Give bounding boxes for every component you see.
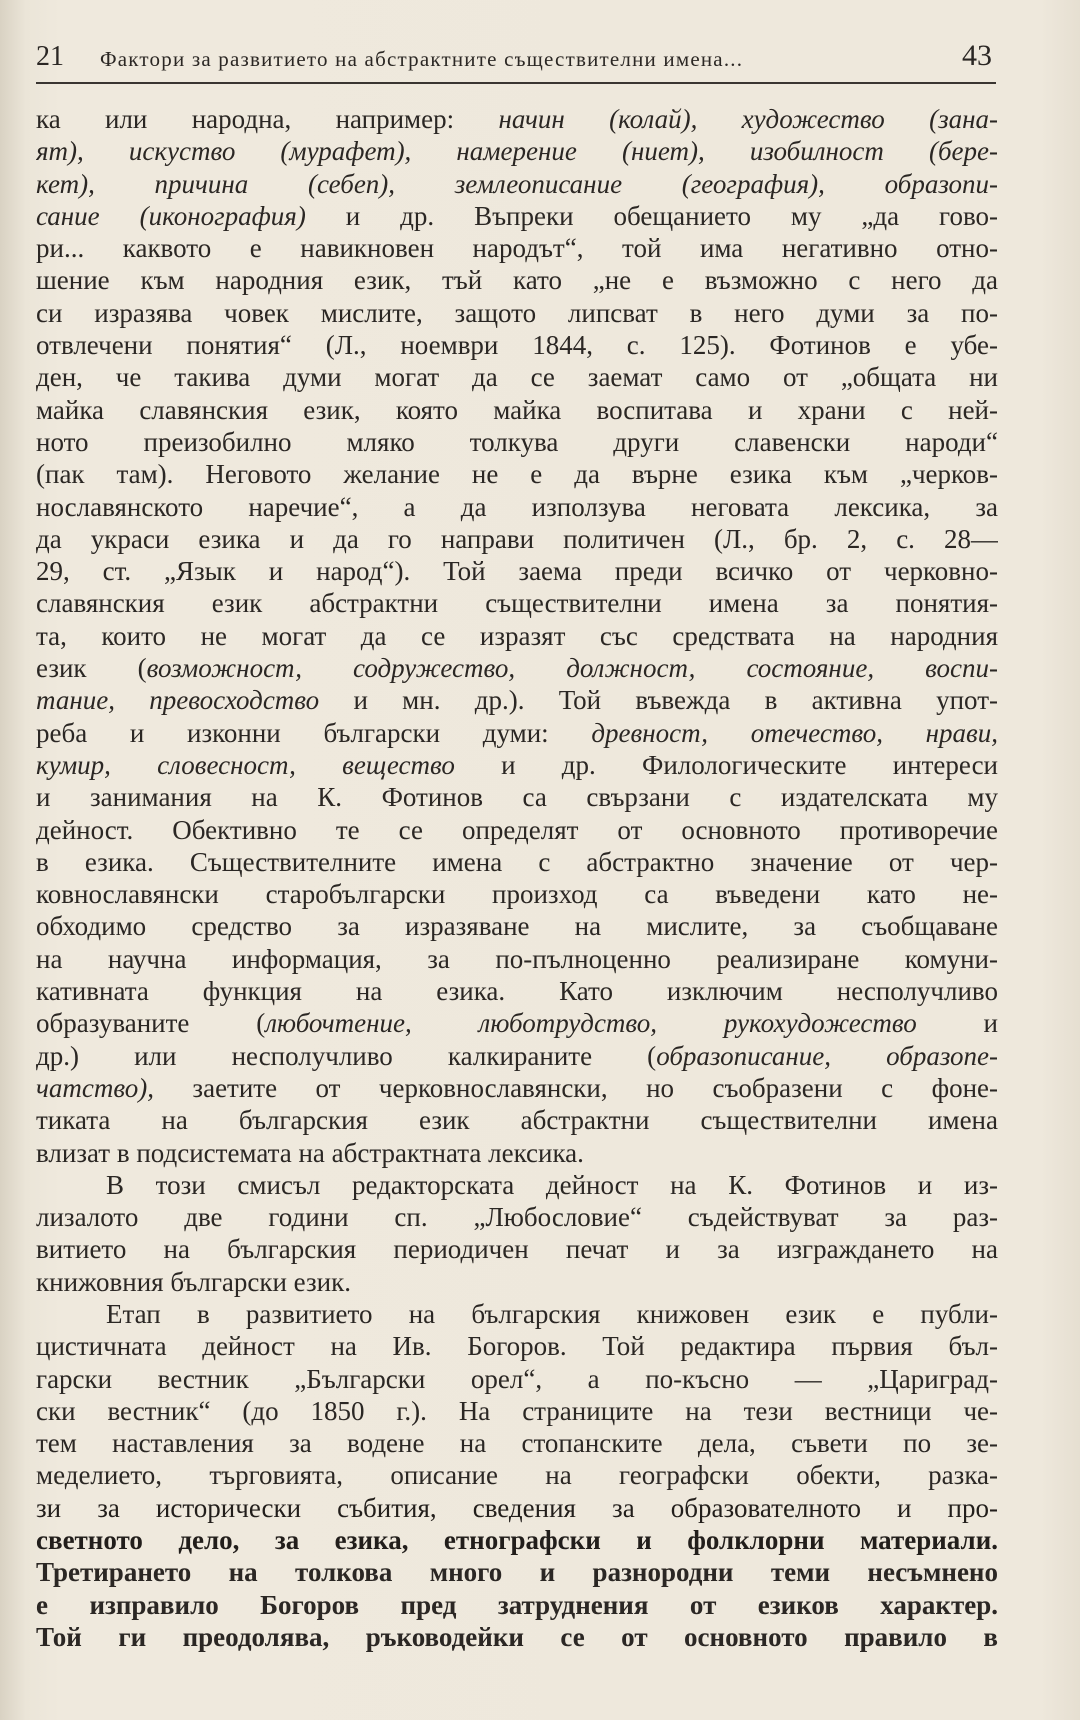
text-line xyxy=(36,523,998,555)
text-line xyxy=(36,943,998,975)
text-line xyxy=(36,1363,998,1395)
text-line xyxy=(36,458,998,490)
text-run: лизалото две години сп. „Любословие“ съдействуват за раз- xyxy=(36,1202,998,1233)
text-line xyxy=(36,1589,998,1621)
text-run: е изправило Богоров пред затруднения от езиков характер. xyxy=(36,1589,998,1620)
text-run: светното дело, за езика, етнографски и фолклорни материали. xyxy=(36,1525,998,1556)
text-line xyxy=(36,620,998,652)
text-line xyxy=(36,975,998,1007)
text-line xyxy=(36,329,998,361)
text-run: заетите от черковнославянски, но съобразени с фоне- xyxy=(153,1072,998,1103)
text-run: шение към народния език, тъй като „не е възможно с него да xyxy=(36,265,998,296)
text-run: др.) или несполучливо калкираните ( xyxy=(36,1040,657,1071)
text-run: зи за исторически събития, сведения за образователното и про- xyxy=(36,1492,998,1523)
text-line xyxy=(36,200,998,232)
text-run: Третирането на толкова много и разнородни теми несъмнено xyxy=(36,1557,998,1588)
text-line xyxy=(36,587,998,619)
text-run: витието на българския периодичен печат и за изграждането на xyxy=(36,1234,998,1265)
text-run: кативната функция на езика. Като изключим несполучливо xyxy=(36,976,998,1007)
text-run: дейност. Обективно те се определят от основното противоречие xyxy=(36,814,998,845)
text-line xyxy=(36,394,998,426)
text-run: ковнославянски старобългарски произход са въведени като не- xyxy=(36,879,998,910)
italic-term: кумир, словесност, вещество xyxy=(36,749,455,780)
text-run: ски вестник“ (до 1850 г.). На страниците на тези вестници че- xyxy=(36,1395,998,1426)
text-run: (пак там). Неговото желание не е да върне езика към „черков- xyxy=(36,459,998,490)
italic-term: древност, отечество, нрави, xyxy=(591,717,998,748)
text-line xyxy=(36,878,998,910)
text-line xyxy=(36,1556,998,1588)
text-line xyxy=(36,1072,998,1104)
text-run: обходимо средство за изразяване на мислите, за съобщаване xyxy=(36,911,998,942)
text-run: Той ги преодолява, ръководейки се от основното правило в xyxy=(36,1621,998,1652)
text-line xyxy=(36,781,998,813)
text-run: ното преизобилно мляко толкува други славенски народи“ xyxy=(36,426,998,457)
body-text xyxy=(36,103,998,1653)
text-run: отвлечени понятия“ (Л., ноември 1844, с. 125). Фотинов е убе- xyxy=(36,330,998,361)
text-line xyxy=(36,135,998,167)
text-line xyxy=(36,103,998,135)
text-run: нославянското наречие“, а да използува неговата лексика, за xyxy=(36,491,998,522)
text-run: да украси езика и да го направи политичен (Л., бр. 2, с. 28— xyxy=(36,523,998,554)
text-run: тем наставления за водене на стопанските дела, съвети по зе- xyxy=(36,1428,998,1459)
running-header xyxy=(36,38,996,82)
text-line xyxy=(36,684,998,716)
text-run: майка славянския език, която майка воспитава и храни с ней- xyxy=(36,394,998,425)
text-run: ден, че такива думи могат да се заемат само от „общата ни xyxy=(36,362,998,393)
text-line xyxy=(36,1137,998,1169)
text-run: 29, ст. „Язык и народ“). Той заема преди всичко от черковно- xyxy=(36,556,998,587)
text-run: и др. Филологическите интереси xyxy=(454,749,998,780)
text-line xyxy=(36,1524,998,1556)
text-line xyxy=(36,361,998,393)
text-run: образуваните ( xyxy=(36,1008,266,1039)
text-line xyxy=(36,1007,998,1039)
section-number: 21 xyxy=(36,41,64,72)
text-line xyxy=(36,491,998,523)
text-run: гарски вестник „Български орел“, а по-късно — „Цариград- xyxy=(36,1363,998,1394)
text-line xyxy=(36,1201,998,1233)
text-line xyxy=(36,717,998,749)
page-number: 43 xyxy=(962,39,992,72)
text-line xyxy=(36,1040,998,1072)
text-line xyxy=(36,1459,998,1491)
italic-term: начин (колай), художество (зана- xyxy=(498,104,998,134)
text-line xyxy=(36,232,998,264)
italic-term: кет), причина (себеп), землеописание (география), образопи- xyxy=(36,168,998,199)
text-line xyxy=(36,1330,998,1362)
text-run: си изразява човек мислите, защото липсват в него думи за по- xyxy=(36,297,998,328)
text-line xyxy=(36,1427,998,1459)
text-run: тиката на българския език абстрактни съществителни имена xyxy=(36,1105,998,1136)
text-run: и мн. др.). Той въвежда в активна упот- xyxy=(319,685,998,716)
italic-term: возможност, содружество, должност, состояние, воспи- xyxy=(146,653,998,684)
text-run: ка или народна, например: xyxy=(36,104,499,134)
text-line xyxy=(36,168,998,200)
text-run: и занимания на К. Фотинов са свързани с издателската му xyxy=(36,782,998,813)
text-line xyxy=(36,555,998,587)
text-run: влизат в подсистемата на абстрактната лексика. xyxy=(36,1137,584,1168)
text-run: та, които не могат да се изразят със средствата на народния xyxy=(36,620,998,651)
header-rule xyxy=(36,82,996,84)
text-run: цистичната дейност на Ив. Богоров. Той редактира първия бъл- xyxy=(36,1331,998,1362)
text-line xyxy=(36,1492,998,1524)
text-line xyxy=(36,652,998,684)
italic-term: любочтение, люботрудство, рукохудожество xyxy=(265,1008,917,1039)
text-line xyxy=(36,1104,998,1136)
running-title: Фактори за развитието на абстрактните съществителни имена... xyxy=(100,47,744,71)
italic-term: ят), искуство (мурафет), намерение (ниет), изобилност (бере- xyxy=(36,136,998,167)
italic-term: чатство), xyxy=(36,1072,154,1103)
text-line xyxy=(36,1621,998,1653)
text-run: реба и изконни български думи: xyxy=(36,717,592,748)
text-line xyxy=(36,297,998,329)
text-line xyxy=(36,1233,998,1265)
text-run: в езика. Съществителните имена с абстрактно значение от чер- xyxy=(36,846,998,877)
text-line xyxy=(36,1169,998,1201)
italic-term: тание, превосходство xyxy=(36,685,320,716)
text-run: ри... каквото е навикновен народът“, той има негативно отно- xyxy=(36,233,998,264)
text-line xyxy=(36,1266,998,1298)
text-run: език ( xyxy=(36,653,147,684)
text-run: книжовния български език. xyxy=(36,1266,351,1297)
text-run: и др. Въпреки обещанието му „да гово- xyxy=(305,200,998,231)
italic-term: сание (иконография) xyxy=(36,200,306,231)
text-line xyxy=(36,749,998,781)
text-line xyxy=(36,426,998,458)
text-run: Етап в развитието на българския книжовен език е публи- xyxy=(106,1298,998,1329)
text-run: меделието, търговията, описание на географски обекти, разка- xyxy=(36,1460,998,1491)
text-run: на научна информация, за по-пълноценно реализиране комуни- xyxy=(36,943,998,974)
text-line xyxy=(36,1298,998,1330)
text-line xyxy=(36,1395,998,1427)
text-run: и xyxy=(916,1008,998,1039)
text-run: славянския език абстрактни съществителни имена за понятия- xyxy=(36,588,998,619)
text-line xyxy=(36,814,998,846)
text-line xyxy=(36,846,998,878)
italic-term: образописание, образопе- xyxy=(656,1040,998,1071)
text-line xyxy=(36,264,998,296)
text-line xyxy=(36,910,998,942)
text-run: В този смисъл редакторската дейност на К. Фотинов и из- xyxy=(106,1169,998,1200)
